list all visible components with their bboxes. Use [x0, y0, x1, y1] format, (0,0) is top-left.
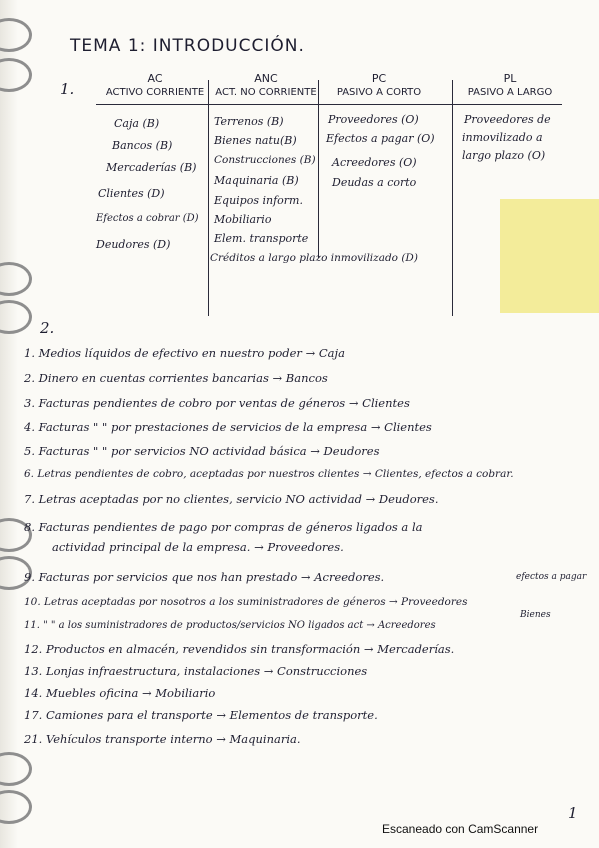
list-item: 13. Lonjas infraestructura, instalaciones → Construcciones [24, 664, 368, 678]
account-item: inmovilizado a [462, 131, 543, 144]
column-heading: PASIVO A LARGO [467, 87, 553, 98]
column-items-pc [326, 114, 435, 188]
account-item: Equipos inform. [214, 193, 303, 207]
list-item: 8. Facturas pendientes de pago por compras de géneros ligados a la [24, 520, 423, 534]
list-item: 7. Letras aceptadas por no clientes, servicio NO actividad → Deudores. [24, 492, 439, 506]
binder-ring [0, 18, 32, 52]
table-header-rule [96, 104, 562, 105]
list-item: 1. Medios líquidos de efectivo en nuestro poder → Caja [24, 346, 345, 360]
account-item: Bancos (B) [112, 139, 173, 152]
column-heading: ACT. NO CORRIENTE [215, 87, 317, 98]
list-item: 4. Facturas " " por prestaciones de servicios de la empresa → Clientes [24, 420, 432, 434]
scanner-watermark: Escaneado con CamScanner [382, 822, 539, 836]
account-item: Proveedores (O) [328, 113, 419, 126]
page-title: TEMA 1: INTRODUCCIÓN. [70, 36, 305, 56]
binder-ring [0, 58, 32, 92]
account-item: Proveedores de [464, 113, 551, 126]
column-heading: ACTIVO CORRIENTE [105, 87, 205, 98]
column-divider [452, 80, 453, 316]
account-item: Construcciones (B) [214, 154, 316, 166]
column-abbr: ANC [254, 72, 278, 85]
list-item: actividad principal de la empresa. → Proveedores. [52, 540, 344, 554]
account-item: Mercaderías (B) [106, 161, 197, 174]
list-item: 11. " " a los suministradores de productos/servicios NO ligados act → Acreedores [24, 620, 436, 631]
sticky-note [500, 199, 599, 313]
account-item: Efectos a pagar (O) [326, 132, 435, 145]
column-divider [208, 80, 209, 316]
list-item: 21. Vehículos transporte interno → Maquinaria. [24, 732, 301, 746]
margin-annotation: efectos a pagar [516, 572, 587, 582]
list-item: 10. Letras aceptadas por nosotros a los suministradores de géneros → Proveedores [24, 596, 468, 608]
page-number: 1 [568, 804, 578, 822]
column-abbr: PL [503, 72, 517, 85]
column-header-ac [100, 72, 210, 98]
column-abbr: AC [147, 72, 163, 85]
list-item: 6. Letras pendientes de cobro, aceptadas por nuestros clientes → Clientes, efectos a cobrar. [24, 468, 514, 480]
column-heading: PASIVO A CORTO [336, 87, 422, 98]
account-item: Elem. transporte [214, 231, 309, 245]
account-item: Clientes (D) [98, 187, 165, 200]
binder-ring [0, 262, 32, 296]
section-number: 2. [40, 319, 55, 337]
account-item: Créditos a largo plazo inmovilizado (D) [210, 251, 418, 264]
account-item: Caja (B) [114, 117, 160, 130]
column-abbr: PC [371, 72, 387, 85]
column-items-pl [462, 114, 551, 161]
section-number: 1. [60, 80, 75, 98]
column-header-pc [320, 72, 438, 98]
account-item: Bienes natu(B) [214, 134, 297, 147]
margin-annotation: Bienes [520, 610, 551, 620]
list-item: 9. Facturas por servicios que nos han prestado → Acreedores. [24, 570, 385, 584]
binding-shadow [0, 0, 18, 848]
list-item: 12. Productos en almacén, revendidos sin transformación → Mercaderías. [24, 642, 455, 656]
list-item: 2. Dinero en cuentas corrientes bancarias → Bancos [24, 371, 328, 385]
binder-ring [0, 790, 32, 824]
list-item: 5. Facturas " " por servicios NO actividad básica → Deudores [24, 444, 380, 458]
list-item: 17. Camiones para el transporte → Elementos de transporte. [24, 708, 378, 722]
account-item: Deudas a corto [332, 176, 417, 189]
column-header-pl [456, 72, 564, 98]
column-items-ac [96, 117, 199, 251]
account-item: Deudores (D) [96, 238, 171, 251]
account-item: Maquinaria (B) [214, 173, 299, 187]
account-item: Terrenos (B) [214, 115, 284, 128]
list-item: 3. Facturas pendientes de cobro por ventas de géneros → Clientes [24, 396, 410, 410]
binder-ring [0, 300, 32, 334]
account-item: Acreedores (O) [332, 156, 417, 169]
binder-ring [0, 752, 32, 786]
column-header-anc [212, 72, 320, 98]
list-item: 14. Muebles oficina → Mobiliario [24, 686, 216, 700]
account-item: Mobiliario [214, 212, 272, 226]
account-item: largo plazo (O) [462, 149, 546, 162]
account-item: Efectos a cobrar (D) [96, 213, 199, 224]
